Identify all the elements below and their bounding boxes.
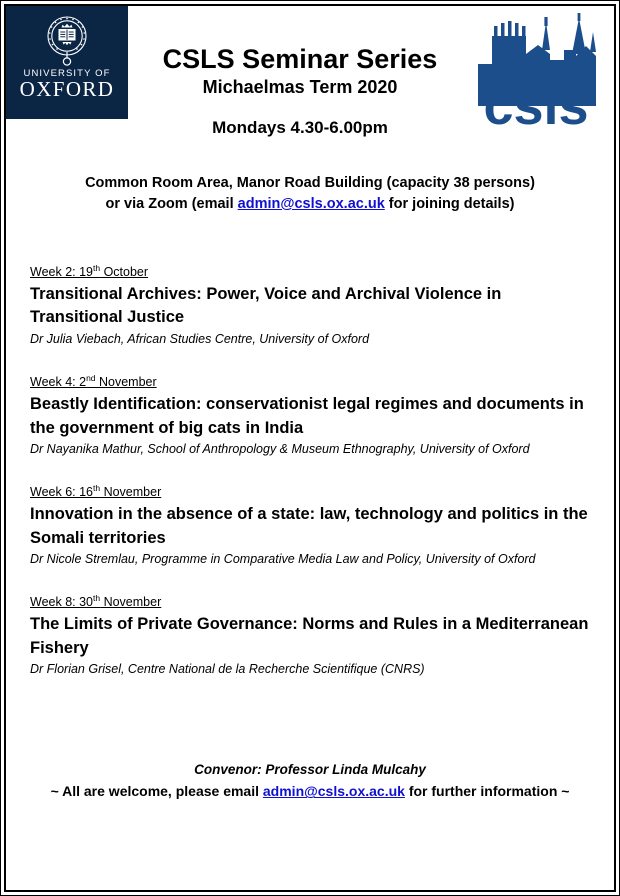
seminar-item bbox=[30, 373, 596, 457]
venue-line-2-prefix: or via Zoom (email bbox=[105, 196, 238, 213]
venue-block bbox=[6, 173, 614, 215]
university-of-oxford-logo bbox=[6, 6, 128, 119]
week-ordinal-suffix: nd bbox=[86, 372, 96, 383]
csls-logo-icon bbox=[472, 12, 602, 130]
seminar-title: The Limits of Private Governance: Norms and Rules in a Mediterranean Fishery bbox=[30, 615, 589, 657]
oxford-logo-line1: UNIVERSITY OF bbox=[23, 68, 111, 79]
csls-logo bbox=[472, 12, 602, 130]
convenor-line: Convenor: Professor Linda Mulcahy bbox=[194, 761, 426, 777]
seminar-item bbox=[30, 483, 596, 567]
week-prefix: Week 4: 2 bbox=[30, 375, 87, 390]
seminar-week-date bbox=[30, 374, 157, 390]
seminar-week-date bbox=[30, 484, 161, 500]
week-ordinal-suffix: th bbox=[93, 593, 101, 604]
oxford-crest-icon bbox=[42, 12, 92, 68]
week-prefix: Week 8: 30 bbox=[30, 595, 94, 610]
seminar-title: Transitional Archives: Power, Voice and Archival Violence in Transitional Justice bbox=[30, 285, 502, 327]
venue-email-link[interactable]: admin@csls.ox.ac.uk bbox=[237, 196, 385, 213]
seminar-time: Mondays 4.30-6.00pm bbox=[212, 117, 388, 137]
week-month: November bbox=[100, 595, 162, 610]
oxford-logo-line2: OXFORD bbox=[19, 77, 115, 102]
poster-header bbox=[6, 6, 614, 161]
page-subtitle: Michaelmas Term 2020 bbox=[202, 77, 398, 98]
poster-footer bbox=[6, 761, 614, 802]
week-prefix: Week 2: 19 bbox=[30, 265, 94, 280]
seminar-speaker: Dr Florian Grisel, Centre National de la Recherche Scientifique (CNRS) bbox=[30, 662, 425, 677]
welcome-prefix: ~ All are welcome, please email bbox=[50, 783, 263, 800]
seminar-list bbox=[6, 263, 614, 677]
week-month: October bbox=[100, 265, 149, 280]
csls-wordmark: csls bbox=[483, 76, 589, 130]
week-month: November bbox=[100, 485, 162, 500]
week-prefix: Week 6: 16 bbox=[30, 485, 94, 500]
seminar-week-date bbox=[30, 594, 161, 610]
week-ordinal-suffix: th bbox=[93, 483, 101, 494]
welcome-line bbox=[6, 782, 614, 802]
venue-line-2 bbox=[6, 194, 614, 215]
seminar-speaker: Dr Nayanika Mathur, School of Anthropology & Museum Ethnography, University of Oxford bbox=[30, 441, 530, 456]
footer-email-link[interactable]: admin@csls.ox.ac.uk bbox=[262, 783, 405, 800]
header-titles bbox=[128, 44, 472, 138]
page-title: CSLS Seminar Series bbox=[162, 44, 438, 74]
poster-inner-frame bbox=[4, 4, 616, 892]
seminar-week-date bbox=[30, 264, 148, 280]
seminar-title: Beastly Identification: conservationist legal regimes and documents in the government of big cats in India bbox=[30, 395, 584, 437]
welcome-suffix: for further information ~ bbox=[404, 783, 570, 800]
seminar-item bbox=[30, 263, 596, 347]
venue-line-2-suffix: for joining details) bbox=[384, 196, 515, 213]
seminar-title: Innovation in the absence of a state: law, technology and politics in the Somali territories bbox=[30, 505, 588, 547]
venue-line-1: Common Room Area, Manor Road Building (capacity 38 persons) bbox=[85, 175, 535, 191]
week-month: November bbox=[95, 375, 157, 390]
seminar-speaker: Dr Julia Viebach, African Studies Centre, University of Oxford bbox=[30, 331, 370, 346]
seminar-speaker: Dr Nicole Stremlau, Programme in Comparative Media Law and Policy, University of Oxford bbox=[30, 552, 536, 567]
seminar-item bbox=[30, 593, 596, 677]
week-ordinal-suffix: th bbox=[93, 262, 101, 273]
